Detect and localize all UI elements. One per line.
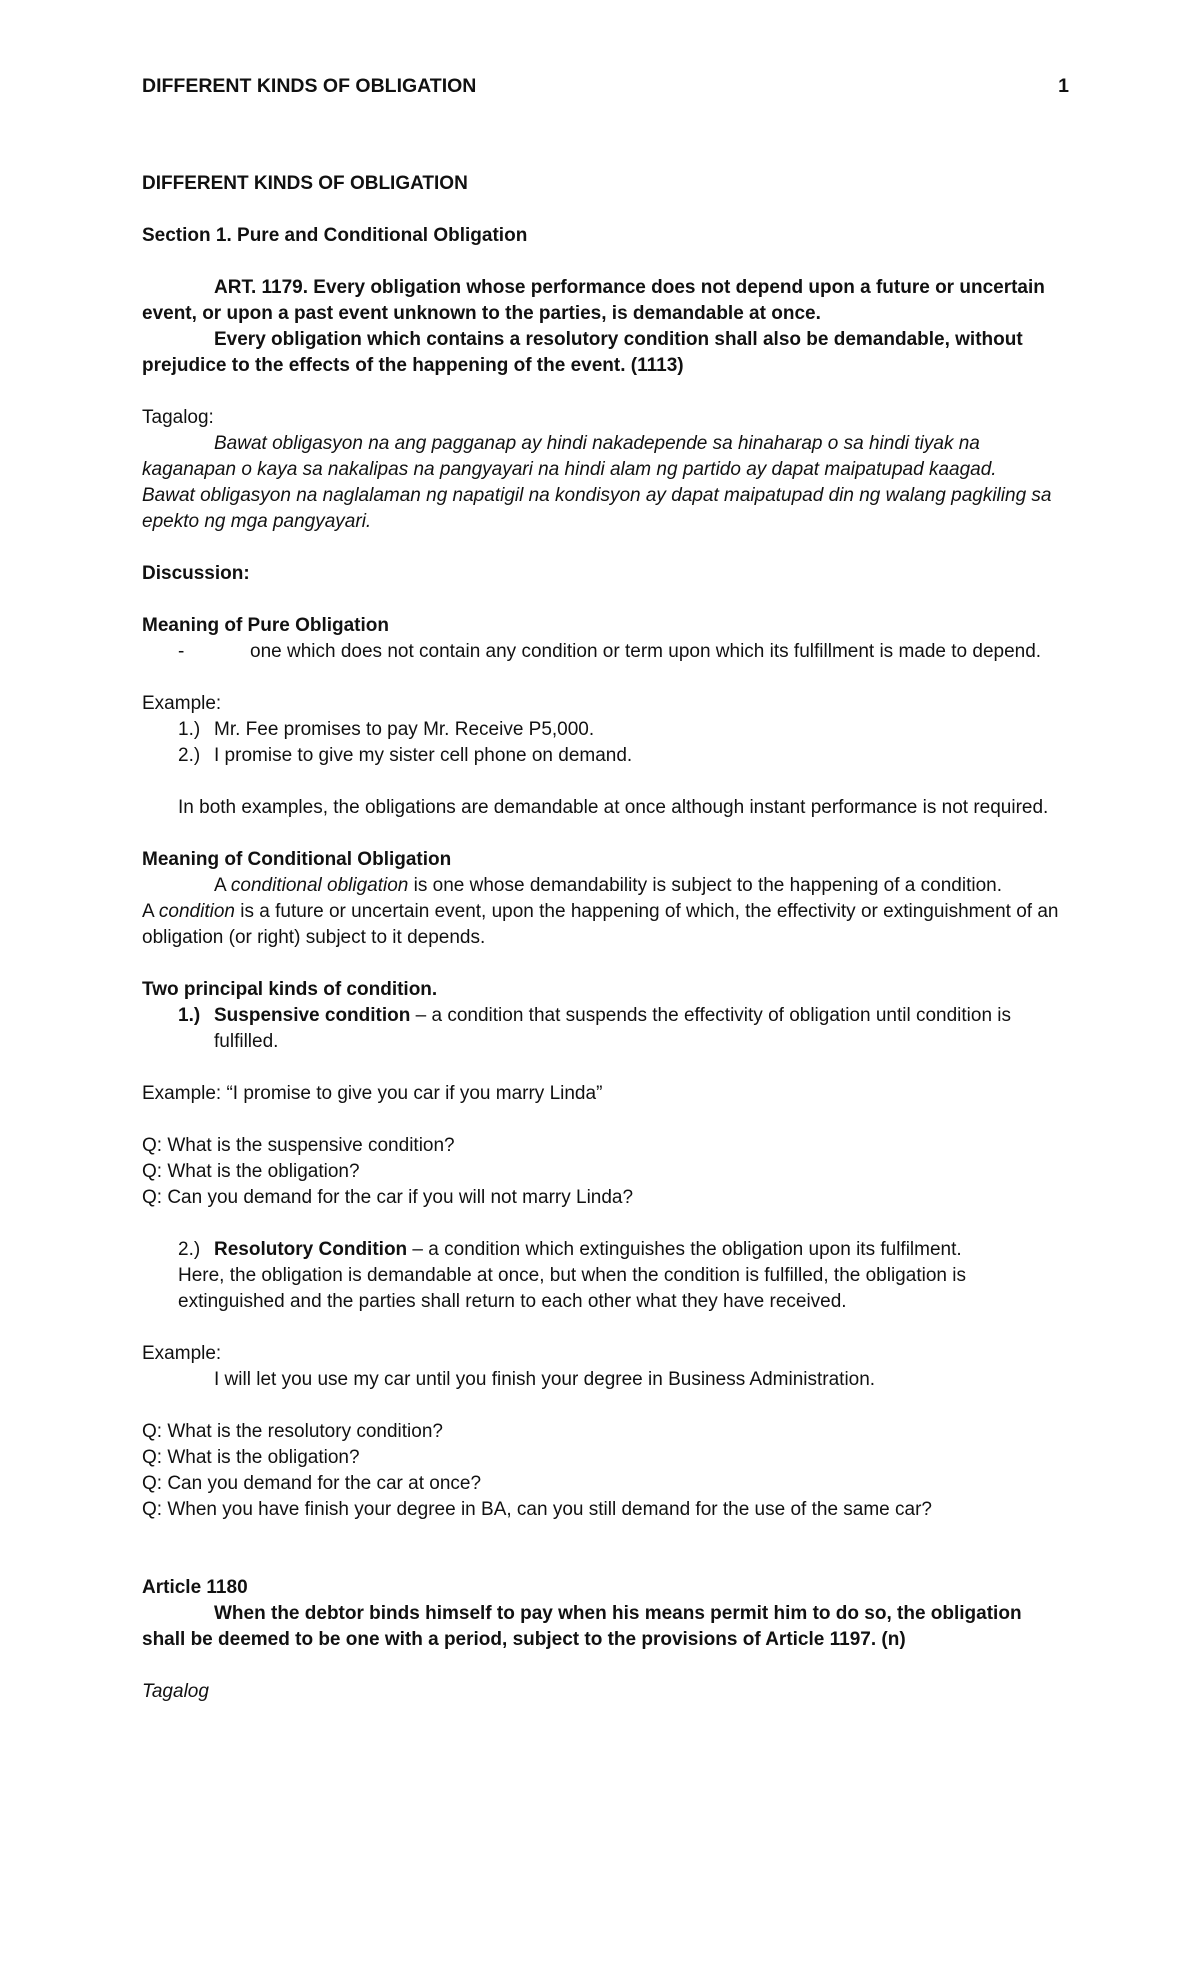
term-suspensive-condition: Suspensive condition — [214, 1005, 411, 1026]
document-title: DIFFERENT KINDS OF OBLIGATION — [142, 173, 468, 194]
page-number: 1 — [1058, 75, 1069, 97]
pure-obligation-heading: Meaning of Pure Obligation — [142, 615, 389, 636]
article-1179-paragraph-1: ART. 1179. Every obligation whose performance does not depend upon a future or uncertain event, or upon a past event unknown to the parties, is demandable at once. — [142, 277, 1045, 324]
pure-obligation-definition — [142, 639, 1067, 665]
question-resolutory-3: Q: Can you demand for the car at once? — [142, 1473, 482, 1494]
term-condition: condition — [158, 901, 235, 922]
tagalog-paragraph-2: Bawat obligasyon na naglalaman ng napatigil na kondisyon ay dapat maipatupad din ng walang pagkiling sa epekto ng mga pangyayari. — [142, 485, 1052, 532]
section-heading: Section 1. Pure and Conditional Obligation — [142, 225, 528, 246]
suspensive-example: Example: “I promise to give you car if you marry Linda” — [142, 1083, 603, 1104]
pure-obligation-definition-text: one which does not contain any condition or term upon which its fulfillment is made to depend. — [250, 641, 1042, 662]
document-body — [142, 171, 1067, 1705]
resolutory-condition-item: 2.) Resolutory Condition – a condition which extinguishes the obligation upon its fulfilment. Here, the obligation is demandable at once, but when the condition is fulfilled, the obligation is extinguished and the parties shall return to each other what they have received. — [142, 1237, 1067, 1315]
tagalog-paragraph-1: Bawat obligasyon na ang pagganap ay hindi nakadepende sa hinaharap o sa hindi tiyak na kaganapan o kaya sa nakalipas na pangyayari na hindi alam ng partido ay dapat maipatupad kaagad. — [142, 433, 997, 480]
article-1179-paragraph-2: Every obligation which contains a resolutory condition shall also be demandable, without prejudice to the effects of the happening of the event. (1113) — [142, 329, 1023, 376]
tagalog-label: Tagalog: — [142, 407, 214, 428]
tagalog-label-2: Tagalog — [142, 1681, 209, 1702]
term-conditional-obligation: conditional obligation — [230, 875, 409, 896]
resolutory-condition-explanation: Here, the obligation is demandable at once, but when the condition is fulfilled, the obligation is extinguished and the parties shall return to each other what they have received. — [178, 1265, 966, 1312]
question-resolutory-4: Q: When you have finish your degree in BA, can you still demand for the use of the same car? — [142, 1499, 932, 1520]
list-number: 1.) — [178, 1005, 201, 1026]
example-item-text: I promise to give my sister cell phone on demand. — [214, 745, 633, 766]
dash-bullet: - — [178, 641, 185, 662]
both-examples-note: In both examples, the obligations are demandable at once although instant performance is not required. — [178, 797, 1049, 818]
resolutory-example-text: I will let you use my car until you finish your degree in Business Administration. — [214, 1369, 876, 1390]
example-item-1 — [142, 717, 1067, 743]
term-resolutory-condition: Resolutory Condition — [214, 1239, 408, 1260]
example-item-2 — [142, 743, 1067, 769]
discussion-heading: Discussion: — [142, 563, 250, 584]
header-title: DIFFERENT KINDS OF OBLIGATION — [142, 75, 477, 97]
suspensive-condition-text: Suspensive condition – a condition that suspends the effectivity of obligation until condition is fulfilled. — [214, 1005, 1012, 1052]
suspensive-condition-item — [142, 1003, 1067, 1055]
question-resolutory-1: Q: What is the resolutory condition? — [142, 1421, 443, 1442]
conditional-obligation-definition: A conditional obligation is one whose demandability is subject to the happening of a condition. — [214, 875, 1002, 896]
article-1180-text: When the debtor binds himself to pay when his means permit him to do so, the obligation shall be deemed to be one with a period, subject to the provisions of Article 1197. (n) — [142, 1603, 1022, 1650]
list-number: 2.) — [178, 1239, 201, 1260]
running-header — [142, 73, 1069, 99]
example-item-text: Mr. Fee promises to pay Mr. Receive P5,000. — [214, 719, 595, 740]
question-suspensive-2: Q: What is the obligation? — [142, 1161, 360, 1182]
list-number: 2.) — [178, 745, 201, 766]
condition-definition: A condition is a future or uncertain event, upon the happening of which, the effectivity or extinguishment of an obligation (or right) subject to it depends. — [142, 901, 1059, 948]
article-1180-heading: Article 1180 — [142, 1577, 248, 1598]
question-resolutory-2: Q: What is the obligation? — [142, 1447, 360, 1468]
resolutory-example-label: Example: — [142, 1343, 222, 1364]
example-label: Example: — [142, 693, 222, 714]
two-kinds-heading: Two principal kinds of condition. — [142, 979, 438, 1000]
question-suspensive-3: Q: Can you demand for the car if you will not marry Linda? — [142, 1187, 634, 1208]
question-suspensive-1: Q: What is the suspensive condition? — [142, 1135, 455, 1156]
conditional-obligation-heading: Meaning of Conditional Obligation — [142, 849, 452, 870]
list-number: 1.) — [178, 719, 201, 740]
